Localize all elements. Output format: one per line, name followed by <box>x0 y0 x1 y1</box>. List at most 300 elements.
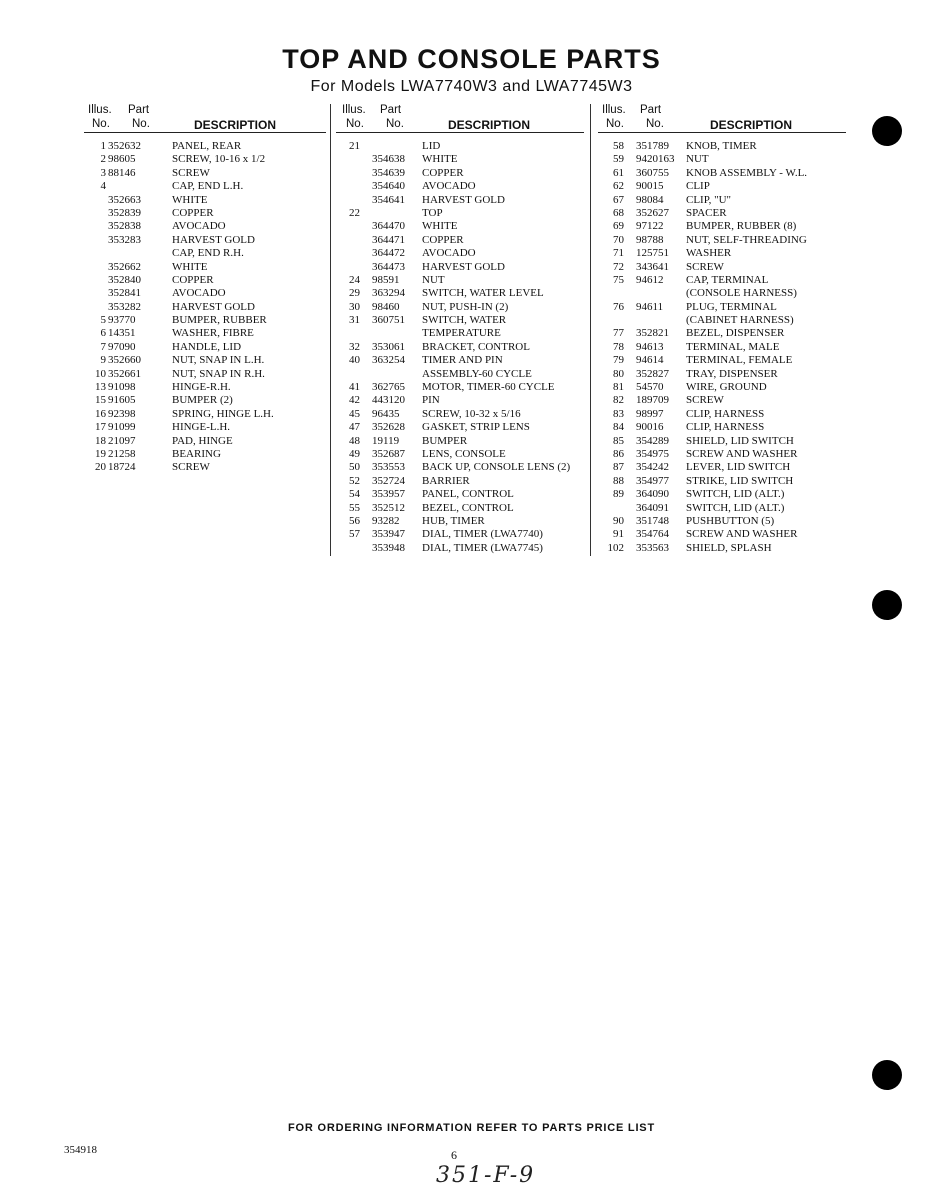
part-description: PIN <box>422 394 440 407</box>
header-part: Part <box>128 104 150 116</box>
part-number: 353283 <box>108 233 141 246</box>
illus-number: 69 <box>613 220 624 233</box>
part-number: 19119 <box>372 434 400 447</box>
illus-number: 21 <box>349 140 360 152</box>
part-description: NUT <box>422 273 445 286</box>
part-description: MOTOR, TIMER-60 CYCLE <box>422 381 555 394</box>
parts-row <box>598 234 846 247</box>
parts-row <box>84 167 326 180</box>
part-description: NUT, SNAP IN L.H. <box>172 354 265 367</box>
part-number: 98605 <box>108 153 136 166</box>
header-illus: Illus. <box>602 104 626 116</box>
part-description: SCREW, 10-32 x 5/16 <box>422 407 521 420</box>
part-description: NUT, SNAP IN R.H. <box>172 367 265 380</box>
illus-number: 62 <box>613 180 624 193</box>
header-rule <box>84 132 326 133</box>
illus-number: 32 <box>349 340 360 353</box>
illus-number: 16 <box>95 407 106 420</box>
part-description: SCREW <box>172 166 210 179</box>
part-number: 360755 <box>636 166 669 179</box>
part-number: 91605 <box>108 394 136 407</box>
illus-number: 3 <box>100 166 106 179</box>
parts-list-1 <box>84 140 326 475</box>
part-number: 98997 <box>636 407 664 420</box>
header-description: DESCRIPTION <box>710 118 793 132</box>
parts-row <box>336 301 584 314</box>
part-description: NUT, SELF-THREADING <box>686 233 807 246</box>
part-number: 364470 <box>372 220 405 233</box>
part-description: PANEL, CONTROL <box>422 488 514 501</box>
parts-row <box>84 194 326 207</box>
parts-row <box>336 247 584 260</box>
part-description: SWITCH, WATER <box>422 314 507 327</box>
part-number: 88146 <box>108 166 136 179</box>
part-number: 353061 <box>372 340 405 353</box>
parts-list-3 <box>598 140 846 555</box>
parts-row <box>598 488 846 501</box>
part-description: SCREW <box>172 461 210 474</box>
illus-number: 80 <box>613 367 624 380</box>
parts-row <box>336 287 584 300</box>
part-number: 354638 <box>372 153 405 166</box>
illus-number: 2 <box>100 153 106 166</box>
illus-number: 20 <box>95 461 106 474</box>
part-number: 189709 <box>636 394 669 407</box>
part-number: 354764 <box>636 528 669 541</box>
illus-number: 5 <box>100 314 106 327</box>
illus-number: 77 <box>613 327 624 340</box>
part-description: BACK UP, CONSOLE LENS (2) <box>422 461 571 474</box>
part-number: 352512 <box>372 501 405 514</box>
part-number: 93282 <box>372 514 400 527</box>
part-description: BUMPER, RUBBER <box>172 314 267 327</box>
parts-row <box>336 167 584 180</box>
parts-row <box>84 301 326 314</box>
document-number: 354918 <box>64 1144 97 1156</box>
part-number: 354640 <box>372 180 405 193</box>
parts-row <box>598 542 846 555</box>
parts-row <box>84 314 326 327</box>
illus-number: 79 <box>613 354 624 367</box>
illus-number: 9 <box>100 354 106 367</box>
part-number: 125751 <box>636 247 669 260</box>
part-description: LENS, CONSOLE <box>422 447 506 460</box>
parts-row <box>336 207 584 220</box>
part-description: SHIELD, LID SWITCH <box>686 434 794 447</box>
parts-row <box>336 448 584 461</box>
parts-row <box>84 381 326 394</box>
part-description: COPPER <box>422 166 464 179</box>
parts-row <box>336 327 584 340</box>
part-description: CAP, TERMINAL <box>686 273 769 286</box>
part-description: LID <box>422 140 441 152</box>
parts-row <box>336 180 584 193</box>
parts-row <box>84 461 326 474</box>
part-description: BEZEL, DISPENSER <box>686 327 785 340</box>
illus-number: 4 <box>100 180 106 193</box>
part-number: 343641 <box>636 260 669 273</box>
parts-row <box>336 542 584 555</box>
part-description: BEZEL, CONTROL <box>422 501 514 514</box>
punch-hole <box>872 116 902 146</box>
part-number: 354289 <box>636 434 669 447</box>
part-number: 352663 <box>108 193 141 206</box>
illus-number: 91 <box>613 528 624 541</box>
parts-row <box>84 435 326 448</box>
part-number: 353948 <box>372 541 405 554</box>
part-description: CAP, END L.H. <box>172 180 244 193</box>
parts-row <box>84 140 326 153</box>
illus-number: 24 <box>349 273 360 286</box>
illus-number: 31 <box>349 314 360 327</box>
part-number: 352841 <box>108 287 141 300</box>
parts-row <box>598 194 846 207</box>
parts-row <box>336 394 584 407</box>
part-number: 360751 <box>372 314 405 327</box>
illus-number: 49 <box>349 447 360 460</box>
part-description: SWITCH, LID (ALT.) <box>686 501 785 514</box>
part-description: BUMPER (2) <box>172 394 233 407</box>
parts-row <box>84 421 326 434</box>
part-number: 352724 <box>372 474 405 487</box>
part-description: PANEL, REAR <box>172 140 242 152</box>
part-number: 352661 <box>108 367 141 380</box>
illus-number: 45 <box>349 407 360 420</box>
part-number: 96435 <box>372 407 400 420</box>
header-description: DESCRIPTION <box>448 118 531 132</box>
part-number: 9420163 <box>636 153 675 166</box>
part-description: AVOCADO <box>422 180 476 193</box>
parts-row <box>598 502 846 515</box>
header-part-no: No. <box>646 118 664 130</box>
part-description: WHITE <box>422 153 458 166</box>
parts-row <box>336 274 584 287</box>
illus-number: 19 <box>95 447 106 460</box>
parts-row <box>336 502 584 515</box>
part-number: 351748 <box>636 514 669 527</box>
illus-number: 68 <box>613 206 624 219</box>
parts-row <box>598 261 846 274</box>
parts-row <box>336 421 584 434</box>
parts-row <box>598 274 846 287</box>
parts-row <box>598 368 846 381</box>
parts-row <box>84 274 326 287</box>
part-number: 90015 <box>636 180 664 193</box>
part-description: HARVEST GOLD <box>172 300 255 313</box>
part-description: BEARING <box>172 447 221 460</box>
part-number: 364091 <box>636 501 669 514</box>
part-description: NUT <box>686 153 709 166</box>
parts-row <box>598 354 846 367</box>
illus-number: 42 <box>349 394 360 407</box>
part-description: HUB, TIMER <box>422 514 485 527</box>
column-divider <box>330 104 331 556</box>
part-description: BARRIER <box>422 474 470 487</box>
part-description: HARVEST GOLD <box>422 260 505 273</box>
parts-row <box>336 261 584 274</box>
parts-row <box>84 207 326 220</box>
illus-number: 85 <box>613 434 624 447</box>
part-number: 363254 <box>372 354 405 367</box>
part-description: CLIP, HARNESS <box>686 407 765 420</box>
parts-row <box>84 354 326 367</box>
part-description: TERMINAL, FEMALE <box>686 354 793 367</box>
part-description: SWITCH, LID (ALT.) <box>686 488 785 501</box>
illus-number: 48 <box>349 434 360 447</box>
part-number: 364472 <box>372 247 405 260</box>
parts-row <box>336 475 584 488</box>
part-number: 352632 <box>108 140 141 152</box>
parts-row <box>598 381 846 394</box>
part-number: 351789 <box>636 140 669 152</box>
header-illus: Illus. <box>342 104 366 116</box>
parts-row <box>598 247 846 260</box>
part-number: 353947 <box>372 528 405 541</box>
parts-row <box>84 394 326 407</box>
part-number: 91099 <box>108 421 136 434</box>
part-description: DIAL, TIMER (LWA7740) <box>422 528 543 541</box>
part-number: 364473 <box>372 260 405 273</box>
part-number: 354641 <box>372 193 405 206</box>
illus-number: 18 <box>95 434 106 447</box>
part-description: WHITE <box>172 260 208 273</box>
part-description: TOP <box>422 206 443 219</box>
parts-row <box>598 421 846 434</box>
parts-row <box>84 408 326 421</box>
parts-row <box>598 167 846 180</box>
parts-row <box>336 528 584 541</box>
parts-row <box>84 261 326 274</box>
illus-number: 22 <box>349 206 360 219</box>
part-number: 98788 <box>636 233 664 246</box>
part-description: WASHER <box>686 247 732 260</box>
part-description: CAP, END R.H. <box>172 247 244 260</box>
illus-number: 87 <box>613 461 624 474</box>
part-description: NUT, PUSH-IN (2) <box>422 300 509 313</box>
illus-number: 29 <box>349 287 360 300</box>
parts-row <box>336 153 584 166</box>
part-number: 354242 <box>636 461 669 474</box>
parts-row <box>598 435 846 448</box>
parts-row <box>598 153 846 166</box>
illus-number: 50 <box>349 461 360 474</box>
part-description: TIMER AND PIN <box>422 354 503 367</box>
illus-number: 15 <box>95 394 106 407</box>
part-number: 364471 <box>372 233 405 246</box>
part-description: SCREW, 10-16 x 1/2 <box>172 153 266 166</box>
page-number: 6 <box>451 1148 457 1162</box>
parts-row <box>598 341 846 354</box>
part-number: 364090 <box>636 488 669 501</box>
part-number: 14351 <box>108 327 136 340</box>
part-number: 352840 <box>108 273 141 286</box>
part-number: 352839 <box>108 206 141 219</box>
punch-hole <box>872 590 902 620</box>
parts-row <box>598 408 846 421</box>
parts-row <box>84 234 326 247</box>
parts-row <box>336 488 584 501</box>
part-description: BUMPER <box>422 434 468 447</box>
header-illus-no: No. <box>92 118 110 130</box>
part-number: 94612 <box>636 273 664 286</box>
part-number: 353282 <box>108 300 141 313</box>
parts-row <box>336 220 584 233</box>
parts-row <box>336 354 584 367</box>
part-description: CLIP <box>686 180 710 193</box>
part-description: (CABINET HARNESS) <box>686 314 794 327</box>
part-number: 362765 <box>372 381 405 394</box>
part-number: 352628 <box>372 421 405 434</box>
part-description: COPPER <box>422 233 464 246</box>
part-description: WHITE <box>172 193 208 206</box>
handwritten-note: 351-F-9 <box>436 1163 536 1188</box>
part-description: SPACER <box>686 206 727 219</box>
illus-number: 88 <box>613 474 624 487</box>
illus-number: 89 <box>613 488 624 501</box>
part-description: TERMINAL, MALE <box>686 340 780 353</box>
part-number: 97090 <box>108 340 136 353</box>
part-description: AVOCADO <box>172 287 226 300</box>
illus-number: 56 <box>349 514 360 527</box>
part-number: 18724 <box>108 461 136 474</box>
part-description: GASKET, STRIP LENS <box>422 421 530 434</box>
part-number: 353553 <box>372 461 405 474</box>
part-description: WHITE <box>422 220 458 233</box>
header-part: Part <box>640 104 662 116</box>
illus-number: 54 <box>349 488 360 501</box>
part-description: SCREW AND WASHER <box>686 528 798 541</box>
parts-row <box>598 394 846 407</box>
part-number: 353957 <box>372 488 405 501</box>
part-description: TEMPERATURE <box>422 327 501 340</box>
part-number: 90016 <box>636 421 664 434</box>
header-illus-no: No. <box>606 118 624 130</box>
part-description: WIRE, GROUND <box>686 381 767 394</box>
header-description: DESCRIPTION <box>194 118 277 132</box>
parts-row <box>84 220 326 233</box>
illus-number: 78 <box>613 340 624 353</box>
parts-row <box>598 301 846 314</box>
illus-number: 67 <box>613 193 624 206</box>
parts-row <box>598 475 846 488</box>
illus-number: 82 <box>613 394 624 407</box>
part-description: (CONSOLE HARNESS) <box>686 287 797 300</box>
part-number: 352821 <box>636 327 669 340</box>
parts-row <box>598 180 846 193</box>
part-description: TRAY, DISPENSER <box>686 367 778 380</box>
part-number: 352838 <box>108 220 141 233</box>
illus-number: 41 <box>349 381 360 394</box>
part-number: 97122 <box>636 220 664 233</box>
parts-row <box>336 194 584 207</box>
parts-row <box>336 140 584 153</box>
part-description: LEVER, LID SWITCH <box>686 461 791 474</box>
part-number: 94614 <box>636 354 664 367</box>
parts-row <box>84 153 326 166</box>
header-rule <box>598 132 846 133</box>
parts-row <box>598 528 846 541</box>
parts-row <box>336 435 584 448</box>
page-subtitle: For Models LWA7740W3 and LWA7745W3 <box>310 78 633 95</box>
part-number: 354975 <box>636 447 669 460</box>
part-number: 92398 <box>108 407 136 420</box>
part-description: CLIP, "U" <box>686 193 732 206</box>
part-description: SCREW <box>686 260 724 273</box>
part-description: WASHER, FIBRE <box>172 327 254 340</box>
part-description: STRIKE, LID SWITCH <box>686 474 794 487</box>
illus-number: 57 <box>349 528 360 541</box>
illus-number: 40 <box>349 354 360 367</box>
illus-number: 76 <box>613 300 624 313</box>
part-description: ASSEMBLY-60 CYCLE <box>422 367 532 380</box>
part-number: 54570 <box>636 381 664 394</box>
illus-number: 55 <box>349 501 360 514</box>
punch-hole <box>872 1060 902 1090</box>
illus-number: 83 <box>613 407 624 420</box>
part-description: AVOCADO <box>422 247 476 260</box>
part-number: 354639 <box>372 166 405 179</box>
parts-row <box>598 448 846 461</box>
part-number: 98460 <box>372 300 400 313</box>
illus-number: 6 <box>100 327 106 340</box>
part-description: DIAL, TIMER (LWA7745) <box>422 541 543 554</box>
parts-row <box>84 448 326 461</box>
illus-number: 81 <box>613 381 624 394</box>
parts-row <box>84 368 326 381</box>
parts-row <box>336 408 584 421</box>
parts-row <box>598 314 846 327</box>
illus-number: 47 <box>349 421 360 434</box>
illus-number: 75 <box>613 273 624 286</box>
parts-row <box>598 287 846 300</box>
parts-row <box>336 234 584 247</box>
part-number: 21258 <box>108 447 136 460</box>
column-divider <box>590 104 591 556</box>
part-description: BUMPER, RUBBER (8) <box>686 220 797 233</box>
part-number: 91098 <box>108 381 136 394</box>
illus-number: 90 <box>613 514 624 527</box>
parts-row <box>336 381 584 394</box>
part-number: 443120 <box>372 394 405 407</box>
part-description: AVOCADO <box>172 220 226 233</box>
illus-number: 17 <box>95 421 106 434</box>
parts-row <box>598 140 846 153</box>
part-description: CLIP, HARNESS <box>686 421 765 434</box>
illus-number: 58 <box>613 140 624 152</box>
parts-list-2 <box>336 140 584 555</box>
parts-row <box>336 341 584 354</box>
part-description: HANDLE, LID <box>172 340 242 353</box>
illus-number: 61 <box>613 166 624 179</box>
part-description: BRACKET, CONTROL <box>422 340 530 353</box>
part-description: HINGE-R.H. <box>172 381 231 394</box>
parts-row <box>336 314 584 327</box>
parts-row <box>84 341 326 354</box>
part-number: 352662 <box>108 260 141 273</box>
part-number: 354977 <box>636 474 669 487</box>
part-description: SPRING, HINGE L.H. <box>172 407 274 420</box>
part-description: COPPER <box>172 273 214 286</box>
illus-number: 1 <box>100 140 106 152</box>
part-description: SCREW <box>686 394 724 407</box>
parts-row <box>84 180 326 193</box>
part-number: 94611 <box>636 300 664 313</box>
part-number: 353563 <box>636 541 669 554</box>
part-number: 352687 <box>372 447 405 460</box>
illus-number: 52 <box>349 474 360 487</box>
parts-row <box>336 461 584 474</box>
illus-number: 70 <box>613 233 624 246</box>
